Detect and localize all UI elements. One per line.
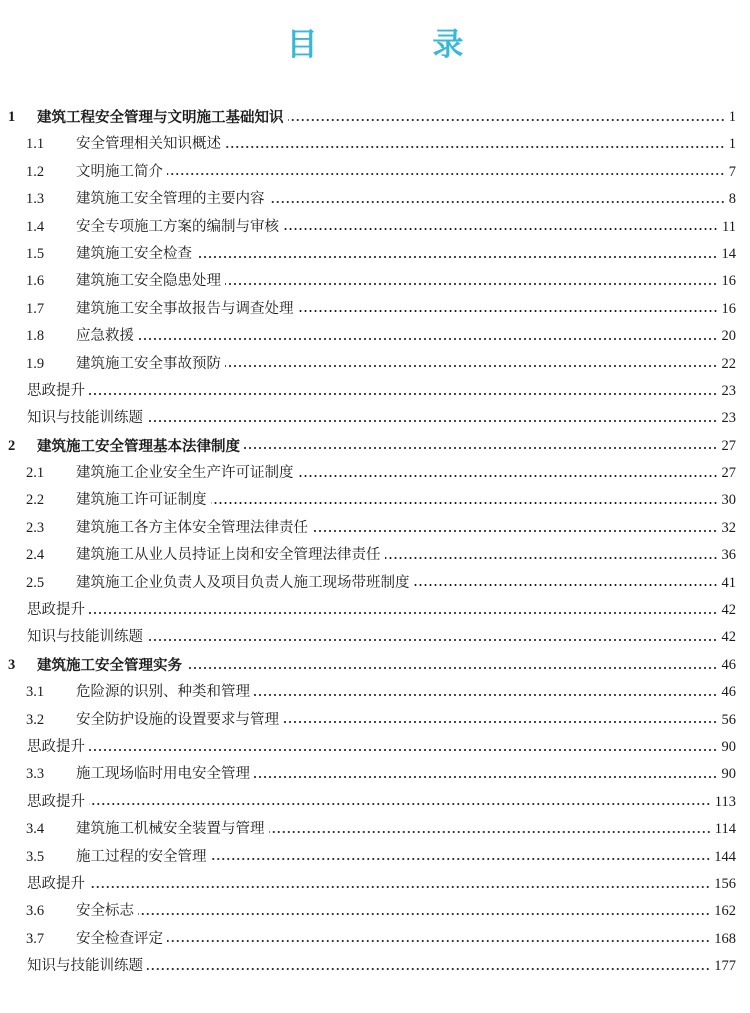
toc-entry-number: 1 xyxy=(8,109,16,125)
toc-entry-page: 32 xyxy=(721,519,736,536)
toc-entry-label: 思政提升 xyxy=(27,382,85,399)
dot-leader xyxy=(225,283,718,285)
toc-entry-page: 113 xyxy=(714,793,736,810)
toc-entry-content xyxy=(37,104,736,131)
dot-leader xyxy=(283,228,718,230)
toc-entry-label: 思政提升 xyxy=(27,875,85,892)
toc-entry-label: 安全管理相关知识概述 xyxy=(76,136,221,153)
toc-chapter-entry[interactable] xyxy=(0,433,750,460)
toc-entry-number: 1.1 xyxy=(26,136,45,153)
toc-entry-page: 46 xyxy=(721,684,736,701)
dot-leader xyxy=(269,201,725,203)
toc-entry-label: 知识与技能训练题 xyxy=(27,958,143,975)
toc-entry-page: 14 xyxy=(721,245,736,262)
toc-entry-content xyxy=(37,433,736,460)
toc-entry-page: 42 xyxy=(721,602,736,619)
dot-leader xyxy=(298,475,718,477)
toc-section-entry[interactable] xyxy=(0,268,750,295)
toc-section-entry[interactable] xyxy=(0,816,750,843)
dot-leader xyxy=(147,639,718,641)
dot-leader xyxy=(283,721,718,723)
toc-entry-content xyxy=(27,734,736,761)
toc-entry-label: 安全标志 xyxy=(76,903,134,920)
dot-leader xyxy=(225,146,725,148)
toc-entry-page: 156 xyxy=(714,875,736,892)
dot-leader xyxy=(167,940,710,942)
toc-section-entry[interactable] xyxy=(0,898,750,925)
toc-entry-content xyxy=(76,816,736,843)
toc-extra-entry[interactable] xyxy=(0,953,750,980)
toc-entry-number: 1.8 xyxy=(26,328,45,345)
toc-section-entry[interactable] xyxy=(0,487,750,514)
toc-chapter-entry[interactable] xyxy=(0,652,750,679)
toc-entry-label: 建筑施工安全事故预防 xyxy=(76,355,221,372)
dot-leader xyxy=(89,612,718,614)
toc-section-entry[interactable] xyxy=(0,926,750,953)
dot-leader xyxy=(138,913,710,915)
toc-entry-page: 23 xyxy=(721,382,736,399)
toc-entry-label: 施工过程的安全管理 xyxy=(76,848,207,865)
dot-leader xyxy=(254,776,718,778)
toc-entry-page: 46 xyxy=(721,656,736,673)
toc-entry-label: 建筑施工安全管理基本法律制度 xyxy=(37,437,240,455)
toc-entry-label: 思政提升 xyxy=(27,738,85,755)
toc-entry-page: 20 xyxy=(721,328,736,345)
toc-section-entry[interactable] xyxy=(0,296,750,323)
toc-entry-content xyxy=(76,159,736,186)
dot-leader xyxy=(147,420,718,422)
toc-extra-entry[interactable] xyxy=(0,871,750,898)
toc-entry-content xyxy=(76,570,736,597)
toc-entry-label: 思政提升 xyxy=(27,602,85,619)
toc-extra-entry[interactable] xyxy=(0,597,750,624)
toc-entry-content xyxy=(27,789,736,816)
toc-entry-page: 36 xyxy=(721,547,736,564)
toc-entry-page: 177 xyxy=(714,958,736,975)
toc-entry-content xyxy=(27,405,736,432)
toc-entry-label: 知识与技能训练题 xyxy=(27,410,143,427)
toc-entry-label: 建筑工程安全管理与文明施工基础知识 xyxy=(37,109,284,126)
toc-entry-content xyxy=(76,323,736,350)
toc-entry-content xyxy=(37,652,736,679)
dot-leader xyxy=(298,310,718,312)
toc-entry-number: 2.1 xyxy=(26,465,45,482)
toc-entry-label: 建筑施工安全检查 xyxy=(76,245,192,262)
toc-entry-page: 168 xyxy=(714,930,736,947)
dot-leader xyxy=(414,584,718,586)
toc-entry-page: 144 xyxy=(714,848,736,865)
toc-entry-label: 安全专项施工方案的编制与审核 xyxy=(76,218,279,235)
toc-entry-content xyxy=(76,351,736,378)
toc-section-entry[interactable] xyxy=(0,351,750,378)
toc-entry-label: 建筑施工企业负责人及项目负责人施工现场带班制度 xyxy=(76,574,410,591)
toc-entry-page: 22 xyxy=(721,355,736,372)
dot-leader xyxy=(385,557,718,559)
toc-entry-content xyxy=(27,597,736,624)
toc-entry-number: 2.3 xyxy=(26,519,45,536)
toc-entry-page: 27 xyxy=(721,465,736,482)
toc-entry-number: 3.5 xyxy=(26,848,45,865)
dot-leader xyxy=(89,749,718,751)
toc-entry-page: 16 xyxy=(721,273,736,290)
toc-entry-page: 162 xyxy=(714,903,736,920)
toc-section-entry[interactable] xyxy=(0,515,750,542)
toc-extra-entry[interactable] xyxy=(0,734,750,761)
toc-entry-number: 3.2 xyxy=(26,711,45,728)
toc-extra-entry[interactable] xyxy=(0,624,750,651)
toc-section-entry[interactable] xyxy=(0,186,750,213)
toc-entry-content xyxy=(76,679,736,706)
toc-entry-number: 2 xyxy=(8,437,16,454)
toc-entry-content xyxy=(76,542,736,569)
toc-extra-entry[interactable] xyxy=(0,405,750,432)
toc-entry-content xyxy=(76,296,736,323)
toc-entry-content xyxy=(76,487,736,514)
toc-entry-content xyxy=(76,241,736,268)
toc-entry-page: 16 xyxy=(721,300,736,317)
toc-entry-label: 建筑施工安全管理实务 xyxy=(37,656,182,674)
toc-entry-label: 安全防护设施的设置要求与管理 xyxy=(76,711,279,728)
toc-entry-page: 11 xyxy=(722,218,736,235)
toc-section-entry[interactable] xyxy=(0,131,750,158)
toc-entry-content xyxy=(76,214,736,241)
toc-section-entry[interactable] xyxy=(0,844,750,871)
toc-entry-number: 1.5 xyxy=(26,245,45,262)
toc-entry-content xyxy=(76,844,736,871)
toc-entry-label: 建筑施工安全事故报告与调查处理 xyxy=(76,300,294,317)
toc-entry-content xyxy=(76,131,736,158)
toc-entry-page: 7 xyxy=(728,163,736,180)
toc-entry-content xyxy=(76,268,736,295)
toc-section-entry[interactable] xyxy=(0,542,750,569)
toc-entry-content xyxy=(27,624,736,651)
toc-entry-number: 1.2 xyxy=(26,163,45,180)
toc-entry-number: 2.4 xyxy=(26,547,45,564)
table-of-contents xyxy=(0,104,750,981)
toc-entry-label: 应急救援 xyxy=(76,328,134,345)
toc-entry-label: 建筑施工企业安全生产许可证制度 xyxy=(76,465,294,482)
dot-leader xyxy=(211,502,718,504)
dot-leader xyxy=(225,365,718,367)
toc-entry-content xyxy=(76,186,736,213)
toc-entry-number: 1.4 xyxy=(26,218,45,235)
toc-entry-page: 1 xyxy=(728,136,736,153)
toc-entry-page: 30 xyxy=(721,492,736,509)
toc-section-entry[interactable] xyxy=(0,570,750,597)
toc-entry-page: 42 xyxy=(721,629,736,646)
toc-section-entry[interactable] xyxy=(0,707,750,734)
page-title: 目 录 xyxy=(286,27,516,63)
toc-entry-content xyxy=(76,707,736,734)
toc-entry-page: 23 xyxy=(721,410,736,427)
toc-entry-number: 3.7 xyxy=(26,930,45,947)
toc-entry-number: 3 xyxy=(8,656,16,673)
dot-leader xyxy=(312,530,718,532)
toc-section-entry[interactable] xyxy=(0,241,750,268)
toc-entry-number: 1.6 xyxy=(26,273,45,290)
toc-entry-page: 8 xyxy=(728,191,736,208)
toc-entry-label: 安全检查评定 xyxy=(76,930,163,947)
toc-entry-label: 建筑施工安全隐患处理 xyxy=(76,273,221,290)
dot-leader xyxy=(89,393,718,395)
toc-entry-number: 1.7 xyxy=(26,300,45,317)
toc-entry-label: 文明施工简介 xyxy=(76,163,163,180)
toc-entry-content xyxy=(27,378,736,405)
toc-section-entry[interactable] xyxy=(0,460,750,487)
toc-entry-number: 2.2 xyxy=(26,492,45,509)
toc-section-entry[interactable] xyxy=(0,761,750,788)
toc-entry-content xyxy=(76,898,736,925)
toc-entry-label: 知识与技能训练题 xyxy=(27,629,143,646)
toc-extra-entry[interactable] xyxy=(0,789,750,816)
toc-entry-content xyxy=(76,761,736,788)
dot-leader xyxy=(147,968,710,970)
toc-entry-page: 114 xyxy=(714,821,736,838)
dot-leader xyxy=(288,119,725,121)
toc-entry-page: 56 xyxy=(721,711,736,728)
toc-entry-label: 思政提升 xyxy=(27,793,85,810)
toc-entry-content xyxy=(76,926,736,953)
toc-chapter-entry[interactable] xyxy=(0,104,750,131)
dot-leader xyxy=(196,256,718,258)
toc-entry-number: 3.1 xyxy=(26,684,45,701)
dot-leader xyxy=(244,447,718,449)
toc-section-entry[interactable] xyxy=(0,214,750,241)
toc-entry-number: 1.9 xyxy=(26,355,45,372)
toc-section-entry[interactable] xyxy=(0,323,750,350)
toc-entry-label: 建筑施工各方主体安全管理法律责任 xyxy=(76,519,308,536)
toc-entry-number: 2.5 xyxy=(26,574,45,591)
toc-entry-content xyxy=(27,953,736,980)
toc-section-entry[interactable] xyxy=(0,159,750,186)
toc-entry-content xyxy=(27,871,736,898)
toc-entry-label: 建筑施工安全管理的主要内容 xyxy=(76,191,265,208)
toc-section-entry[interactable] xyxy=(0,679,750,706)
dot-leader xyxy=(89,886,710,888)
toc-entry-page: 1 xyxy=(728,109,736,125)
toc-entry-label: 建筑施工机械安全装置与管理 xyxy=(76,821,265,838)
toc-entry-label: 建筑施工从业人员持证上岗和安全管理法律责任 xyxy=(76,547,381,564)
toc-entry-label: 危险源的识别、种类和管理 xyxy=(76,684,250,701)
toc-entry-number: 3.4 xyxy=(26,821,45,838)
toc-entry-label: 建筑施工许可证制度 xyxy=(76,492,207,509)
dot-leader xyxy=(211,858,711,860)
toc-entry-content xyxy=(76,515,736,542)
dot-leader xyxy=(138,338,718,340)
toc-entry-content xyxy=(76,460,736,487)
dot-leader xyxy=(89,803,711,805)
toc-extra-entry[interactable] xyxy=(0,378,750,405)
toc-entry-label: 施工现场临时用电安全管理 xyxy=(76,766,250,783)
toc-entry-page: 41 xyxy=(721,574,736,591)
toc-entry-number: 1.3 xyxy=(26,191,45,208)
toc-entry-number: 3.6 xyxy=(26,903,45,920)
toc-entry-page: 90 xyxy=(721,766,736,783)
toc-entry-number: 3.3 xyxy=(26,766,45,783)
toc-entry-page: 90 xyxy=(721,738,736,755)
dot-leader xyxy=(167,173,725,175)
toc-entry-page: 27 xyxy=(721,437,736,454)
dot-leader xyxy=(269,831,711,833)
dot-leader xyxy=(186,667,718,669)
dot-leader xyxy=(254,694,718,696)
